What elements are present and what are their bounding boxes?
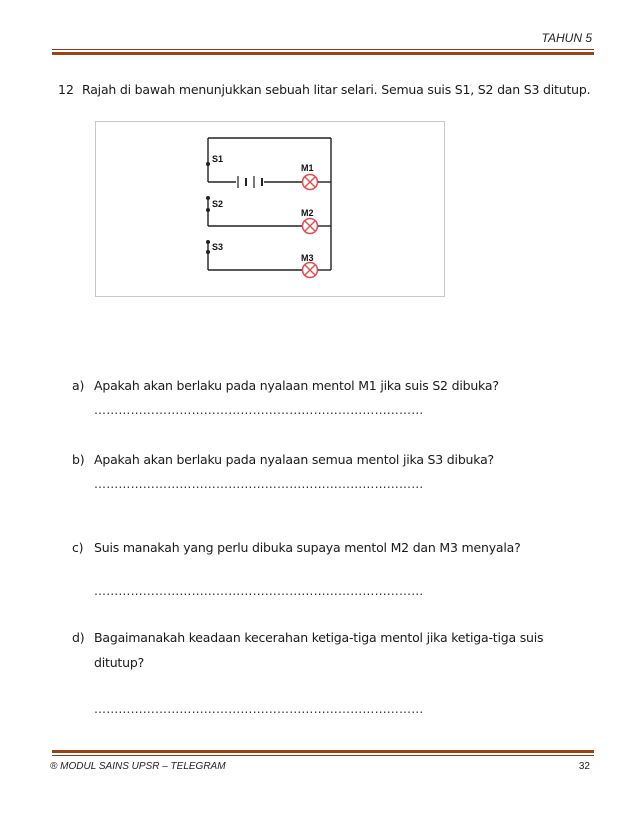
- label-m3: M3: [301, 253, 314, 263]
- circuit-diagram: [95, 121, 445, 297]
- sub-question-d: [72, 630, 572, 670]
- label-s2: S2: [212, 199, 224, 209]
- page-number: 32: [578, 761, 590, 772]
- switch-s3-contact: [206, 240, 210, 244]
- question-text: Rajah di bawah menunjukkan sebuah litar selari. Semua suis S1, S2 dan S3 ditutup.: [82, 82, 591, 97]
- sub-question-letter: a): [72, 378, 85, 393]
- sub-question-text: Suis manakah yang perlu dibuka supaya mentol M2 dan M3 menyala?: [94, 540, 521, 555]
- footer-rule-thick: [52, 750, 594, 753]
- answer-line-b[interactable]: ………………………………………………………………………: [94, 477, 424, 491]
- circuit-svg: [96, 122, 446, 298]
- label-s1: S1: [212, 154, 224, 164]
- answer-line-c[interactable]: ………………………………………………………………………: [94, 584, 424, 598]
- battery-icon: [238, 176, 262, 188]
- sub-question-a: [72, 378, 572, 393]
- sub-question-letter: d): [72, 630, 85, 645]
- sub-question-text: Apakah akan berlaku pada nyalaan semua mentol jika S3 dibuka?: [94, 452, 494, 467]
- label-m2: M2: [301, 208, 314, 218]
- sub-question-text: Bagaimanakah keadaan kecerahan ketiga-tiga mentol jika ketiga-tiga suis: [94, 630, 544, 645]
- answer-line-a[interactable]: ………………………………………………………………………: [94, 403, 424, 417]
- bulb-m1-icon: [303, 175, 318, 190]
- header-rule-thick: [52, 52, 594, 55]
- footer-label: ® MODUL SAINS UPSR – TELEGRAM: [50, 761, 226, 772]
- sub-question-c: [72, 540, 572, 555]
- label-m1: M1: [301, 163, 314, 173]
- question-number: 12: [58, 82, 74, 97]
- sub-question-continuation: ditutup?: [94, 655, 145, 670]
- sub-question-letter: b): [72, 452, 85, 467]
- sub-question-letter: c): [72, 540, 84, 555]
- label-s3: S3: [212, 242, 224, 252]
- sub-question-b: [72, 452, 572, 467]
- bulb-m3-icon: [303, 263, 318, 278]
- answer-line-d[interactable]: ………………………………………………………………………: [94, 702, 424, 716]
- bulb-m2-icon: [303, 219, 318, 234]
- footer-rule-thin: [52, 755, 594, 756]
- header-label: TAHUN 5: [541, 31, 592, 45]
- header-rule-thin: [52, 49, 594, 50]
- sub-question-text: Apakah akan berlaku pada nyalaan mentol M1 jika suis S2 dibuka?: [94, 378, 499, 393]
